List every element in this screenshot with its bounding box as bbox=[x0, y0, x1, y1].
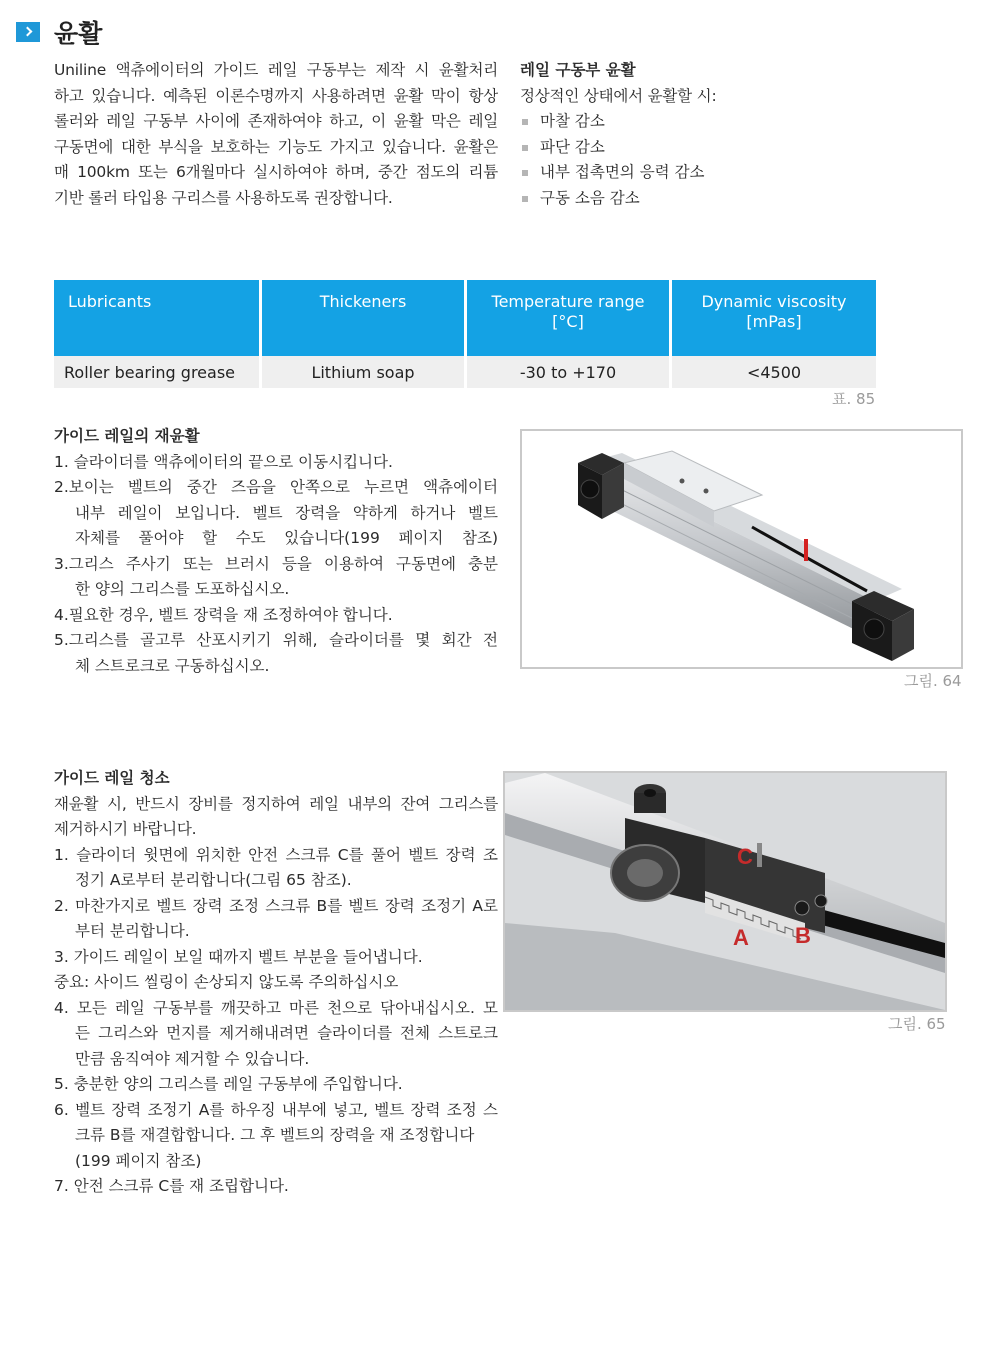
page-title: 윤활 bbox=[54, 19, 103, 48]
intro-line: 구동면에 대한 부식을 보호하는 기능도 가지고 있습니다. 윤활은 bbox=[54, 137, 498, 156]
list-item: 6. 벨트 장력 조정기 A를 하우징 내부에 넣고, 벨트 장력 조정 스 크류 B를 재결합합니다. 그 후 벨트의 장력을 재 조정합니다 (199 페이지 참조) bbox=[54, 1100, 498, 1170]
cleaning-section bbox=[54, 766, 498, 1200]
cleaning-intro: 재윤활 시, 반드시 장비를 정지하여 레일 내부의 잔여 그리스를 제거하시기 바랍니다. bbox=[54, 794, 498, 838]
figure-tensioner bbox=[503, 771, 947, 1012]
list-item: 4.필요한 경우, 벨트 장력을 재 조정하여야 합니다. bbox=[54, 605, 393, 624]
figure-64-caption: 그림. 64 bbox=[904, 672, 962, 690]
bullet-square-icon bbox=[522, 145, 528, 151]
table-header-row bbox=[54, 280, 876, 356]
list-item: 3. 가이드 레일이 보일 때까지 벨트 부분을 들어냅니다. bbox=[54, 947, 423, 966]
intro-line: Uniline 액츄에이터의 가이드 레일 구동부는 제작 시 윤활처리 bbox=[54, 61, 498, 79]
list-item: 2. 마찬가지로 벨트 장력 조정 스크류 B를 벨트 장력 조정기 A로 부터 분리합니다. bbox=[54, 896, 498, 940]
figure-65-caption: 그림. 65 bbox=[888, 1015, 946, 1033]
list-item: 파단 감소 bbox=[520, 135, 960, 161]
chevron-right-icon bbox=[23, 27, 33, 37]
section-marker bbox=[16, 22, 40, 42]
list-item: 구동 소음 감소 bbox=[520, 186, 960, 212]
bullet-square-icon bbox=[522, 119, 528, 125]
label-c: C bbox=[737, 844, 753, 869]
list-item: 3.그리스 주사기 또는 브러시 등을 이용하여 구동면에 충분 한 양의 그리스를 도포하십시오. bbox=[54, 554, 498, 598]
intro-line: 롤러와 레일 구동부 사이에 존재하여야 하고, 이 윤활 막은 레일 bbox=[54, 112, 498, 130]
column-header-thickeners: Thickeners bbox=[262, 280, 464, 356]
rail-lubrication-section bbox=[520, 58, 960, 211]
intro-paragraph bbox=[54, 58, 498, 211]
list-item: 2.보이는 벨트의 중간 즈음을 안쪽으로 누르면 액츄에이터 내부 레일이 보입니다. 벨트 장력을 약하게 하거나 벨트 자체를 풀어야 할 수도 있습니다(199 페이지 참조) bbox=[54, 478, 498, 547]
tensioner-illustration bbox=[505, 773, 945, 1010]
rail-lubrication-title: 레일 구동부 윤활 bbox=[520, 61, 636, 79]
bullet-square-icon bbox=[522, 196, 528, 202]
cleaning-title: 가이드 레일 청소 bbox=[54, 769, 170, 787]
column-header-viscosity: Dynamic viscosity [mPas] bbox=[672, 280, 876, 356]
figure-actuator bbox=[520, 429, 963, 669]
benefit-list bbox=[520, 109, 960, 211]
bullet-square-icon bbox=[522, 170, 528, 176]
important-note: 중요: 사이드 씰링이 손상되지 않도록 주의하십시오 bbox=[54, 973, 399, 991]
intro-line: 매 100km 또는 6개월마다 실시하여야 하며, 중간 점도의 리튬 bbox=[54, 163, 498, 181]
intro-line: 하고 있습니다. 예측된 이론수명까지 사용하려면 윤활 막이 항상 bbox=[54, 86, 498, 105]
table-cell: Lithium soap bbox=[262, 356, 464, 388]
rail-lubrication-lead: 정상적인 상태에서 윤활할 시: bbox=[520, 86, 717, 105]
list-item: 내부 접촉면의 응력 감소 bbox=[520, 160, 960, 186]
label-b: B bbox=[795, 923, 811, 948]
lubricant-table bbox=[51, 280, 879, 388]
list-item: 마찰 감소 bbox=[520, 109, 960, 135]
cleaning-steps bbox=[54, 843, 498, 1200]
list-item: 5.그리스를 골고루 산포시키기 위해, 슬라이더를 몇 회간 전 체 스트로크로 구동하십시오. bbox=[54, 631, 498, 675]
list-item: 5. 충분한 양의 그리스를 레일 구동부에 주입합니다. bbox=[54, 1075, 403, 1093]
list-item: 1. 슬라이더를 액츄에이터의 끝으로 이동시킵니다. bbox=[54, 452, 393, 471]
list-item: 1. 슬라이더 윗면에 위치한 안전 스크류 C를 풀어 벨트 장력 조 정기 A로부터 분리합니다(그림 65 참조). bbox=[54, 845, 498, 889]
column-header-temperature: Temperature range [°C] bbox=[467, 280, 669, 356]
relubrication-title: 가이드 레일의 재윤활 bbox=[54, 427, 200, 445]
table-row bbox=[54, 356, 876, 388]
intro-line: 기반 롤러 타입용 구리스를 사용하도록 권장합니다. bbox=[54, 188, 393, 207]
relubrication-steps bbox=[54, 450, 498, 680]
list-item: 4. 모든 레일 구동부를 깨끗하고 마른 천으로 닦아내십시오. 모 든 그리스와 먼지를 제거해내려면 슬라이더를 전체 스트로크 만큼 움직여야 제거할 수 있습니다. bbox=[54, 998, 498, 1068]
label-a: A bbox=[733, 925, 749, 950]
actuator-illustration bbox=[522, 431, 961, 667]
relubrication-section bbox=[54, 424, 498, 679]
column-header-lubricants: Lubricants bbox=[54, 280, 259, 356]
table-cell: <4500 bbox=[672, 356, 876, 388]
table-cell: Roller bearing grease bbox=[54, 356, 259, 388]
table-caption: 표. 85 bbox=[832, 390, 876, 408]
table-cell: -30 to +170 bbox=[467, 356, 669, 388]
list-item: 7. 안전 스크류 C를 재 조립합니다. bbox=[54, 1177, 289, 1195]
